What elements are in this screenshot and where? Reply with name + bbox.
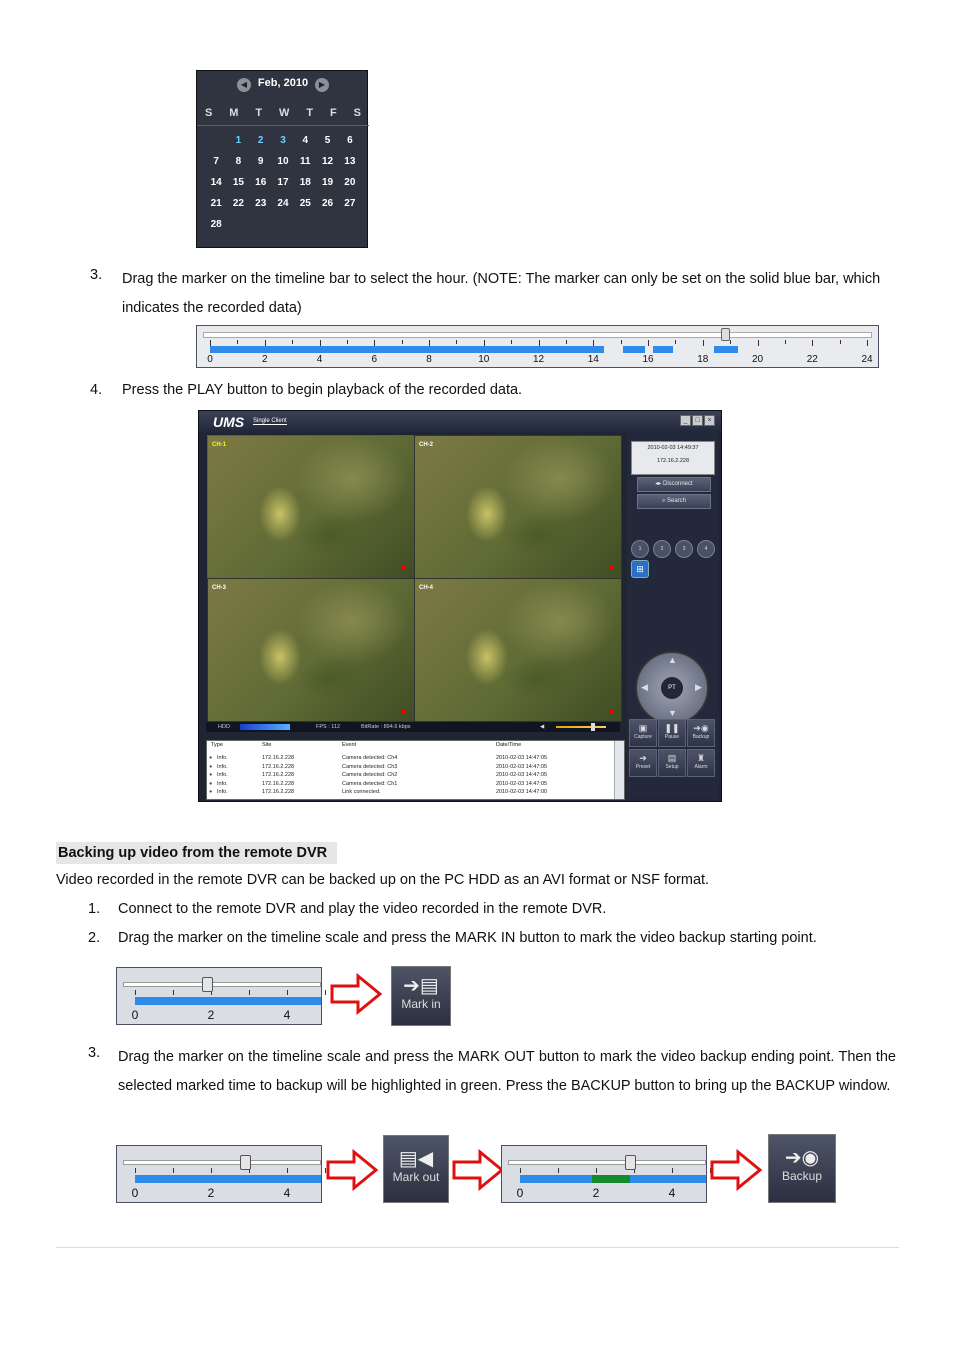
step-4-text: Press the PLAY button to begin playback of the recorded data. bbox=[122, 382, 523, 398]
timeline-label: 2 bbox=[207, 1008, 215, 1022]
minimize-icon[interactable]: _ bbox=[680, 415, 691, 426]
mini-timeline-mark-in[interactable] bbox=[116, 967, 322, 1025]
capture-label: Capture bbox=[634, 734, 652, 740]
recorded-segment bbox=[210, 346, 604, 353]
log-cell: 172.16.2.228 bbox=[262, 789, 295, 795]
calendar-day[interactable]: 5 bbox=[324, 135, 331, 146]
recorded-segment bbox=[135, 997, 321, 1005]
red-arrow-icon bbox=[452, 1148, 504, 1192]
log-cell: Info. bbox=[217, 789, 228, 795]
close-icon[interactable]: × bbox=[704, 415, 715, 426]
log-cell: Info. bbox=[217, 755, 228, 761]
timeline-marker[interactable] bbox=[625, 1155, 636, 1170]
calendar-day[interactable]: 13 bbox=[344, 156, 356, 167]
calendar-day[interactable]: 8 bbox=[235, 156, 242, 167]
capture-button[interactable] bbox=[629, 719, 657, 747]
timeline-tick bbox=[173, 990, 174, 995]
log-cell: Info. bbox=[217, 763, 228, 770]
timeline-label: 4 bbox=[316, 354, 323, 365]
calendar-day[interactable]: 4 bbox=[302, 135, 309, 146]
timeline-label: 4 bbox=[283, 1186, 291, 1200]
calendar-day[interactable]: 23 bbox=[255, 198, 267, 209]
timeline-tick bbox=[672, 1168, 673, 1173]
weekday-row bbox=[205, 107, 361, 119]
red-arrow-icon bbox=[330, 972, 382, 1016]
recorded-segment bbox=[623, 346, 645, 353]
pause-icon: ❚❚ bbox=[664, 723, 680, 733]
ums-logo: UMS bbox=[213, 414, 245, 430]
backup-icon: ➔◉ bbox=[693, 723, 709, 733]
chevron-right-icon[interactable]: ▶ bbox=[315, 78, 329, 92]
preset-button[interactable] bbox=[629, 749, 657, 777]
calendar-day[interactable]: 16 bbox=[255, 177, 267, 188]
red-arrow-icon bbox=[710, 1148, 762, 1192]
timeline-tick bbox=[237, 340, 238, 344]
camera-label: CH-2 bbox=[419, 442, 434, 448]
mark-out-icon: ▤◀ bbox=[398, 1148, 434, 1170]
timeline-tick bbox=[520, 1168, 521, 1173]
record-indicator-icon bbox=[609, 709, 613, 713]
weekday-label: S bbox=[205, 107, 213, 119]
timeline-tick bbox=[675, 340, 676, 344]
timeline-label: 0 bbox=[516, 1186, 524, 1200]
timeline-rail bbox=[123, 1160, 321, 1165]
camera-view-1[interactable] bbox=[207, 435, 415, 579]
calendar-day[interactable]: 19 bbox=[322, 177, 334, 188]
setup-button[interactable] bbox=[658, 749, 686, 777]
backup-icon: ➔◉ bbox=[784, 1147, 820, 1169]
speaker-icon[interactable]: ◀ bbox=[540, 724, 545, 730]
step-number: 1. bbox=[88, 901, 101, 917]
calendar-month: Feb, 2010 bbox=[257, 77, 309, 89]
timeline-tick bbox=[292, 340, 293, 344]
log-scrollbar[interactable] bbox=[614, 741, 624, 799]
timeline-tick bbox=[758, 340, 759, 346]
mark-out-label: Mark out bbox=[392, 1170, 440, 1184]
timeline-bar[interactable] bbox=[196, 325, 879, 368]
timeline-label: 18 bbox=[697, 354, 709, 365]
recorded-segment bbox=[714, 346, 739, 353]
calendar-day[interactable]: 11 bbox=[299, 156, 311, 167]
backup-label: Backup bbox=[692, 734, 710, 740]
calendar-days bbox=[205, 133, 361, 232]
timeline-rail bbox=[203, 332, 872, 338]
ums-window bbox=[198, 410, 722, 802]
step-3-text: Drag the marker on the timeline bar to select the hour. (NOTE: The marker can only be set on the solid blue bar, which indicates the recorded data) bbox=[122, 271, 881, 316]
timeline-label: 16 bbox=[642, 354, 654, 365]
recorded-segment bbox=[653, 346, 672, 353]
timeline-tick bbox=[867, 340, 868, 346]
backup-tool-button[interactable] bbox=[687, 719, 715, 747]
timeline-label: 4 bbox=[668, 1186, 676, 1200]
log-cell: Info. bbox=[217, 772, 228, 778]
alarm-icon: ♜ bbox=[696, 753, 706, 763]
alarm-button[interactable] bbox=[687, 749, 715, 777]
pt-button[interactable]: PT bbox=[661, 677, 683, 699]
camera-view-4[interactable] bbox=[414, 578, 622, 722]
preset-label: Preset bbox=[635, 764, 651, 770]
timeline-rail bbox=[508, 1160, 706, 1165]
log-cell: Camera detected: Ch2 bbox=[342, 772, 398, 778]
section-heading: Backing up video from the remote DVR bbox=[56, 842, 337, 864]
bitrate-readout: BitRate : 894.6 kbps bbox=[361, 724, 411, 730]
alarm-label: Alarm bbox=[694, 764, 708, 770]
calendar-day[interactable]: 24 bbox=[277, 198, 289, 209]
log-cell: Link connected. bbox=[342, 789, 381, 795]
mark-in-button[interactable] bbox=[391, 966, 451, 1026]
arrow-up-icon[interactable]: ▲ bbox=[668, 655, 677, 665]
record-indicator-icon bbox=[402, 566, 406, 570]
timeline-tick bbox=[173, 1168, 174, 1173]
arrow-down-icon[interactable]: ▼ bbox=[668, 708, 677, 718]
section-intro: Video recorded in the remote DVR can be backed up on the PC HDD as an AVI format or NSF format. bbox=[56, 872, 710, 888]
timeline-label: 10 bbox=[478, 354, 490, 365]
weekday-label: S bbox=[353, 107, 361, 119]
backup-button[interactable] bbox=[768, 1134, 836, 1203]
arrow-left-icon[interactable]: ◀ bbox=[641, 682, 648, 692]
info-icon: ● bbox=[209, 755, 213, 761]
timeline-rail bbox=[123, 982, 321, 987]
timeline-tick bbox=[211, 1168, 212, 1173]
timeline-label: 2 bbox=[207, 1186, 215, 1200]
channel-3-button[interactable]: 3 bbox=[675, 540, 693, 558]
divider bbox=[197, 125, 369, 126]
log-cell: Info. bbox=[217, 780, 228, 787]
info-icon: ● bbox=[209, 763, 213, 770]
info-icon: ● bbox=[209, 789, 213, 795]
timeline-tick bbox=[621, 340, 622, 344]
ums-logo-sub: Single Client bbox=[253, 418, 287, 424]
mark-in-label: Mark in bbox=[401, 997, 441, 1011]
camera-label: CH-4 bbox=[419, 585, 434, 591]
timeline-label: 12 bbox=[532, 354, 545, 365]
backup-label: Backup bbox=[781, 1169, 823, 1183]
calendar bbox=[196, 70, 368, 248]
info-icon: ● bbox=[209, 780, 213, 787]
event-log bbox=[206, 740, 625, 800]
weekday-label: T bbox=[306, 107, 314, 119]
setup-icon: ▤ bbox=[667, 753, 677, 763]
weekday-label: T bbox=[255, 107, 263, 119]
ptz-pad[interactable] bbox=[635, 651, 709, 725]
connection-info bbox=[631, 441, 715, 475]
quad-view-icon[interactable]: ⊞ bbox=[631, 560, 649, 578]
calendar-day[interactable]: 21 bbox=[210, 198, 222, 209]
volume-slider[interactable] bbox=[556, 726, 606, 728]
camera-label: CH-1 bbox=[212, 442, 227, 448]
timeline-tick bbox=[135, 990, 136, 995]
disconnect-button[interactable] bbox=[637, 477, 711, 492]
marked-segment bbox=[592, 1175, 630, 1183]
mini-timeline-mark-out[interactable] bbox=[116, 1145, 322, 1203]
step-text bbox=[122, 265, 900, 323]
step-number: 3. bbox=[88, 1045, 101, 1061]
preset-icon: ➔ bbox=[639, 753, 647, 763]
timeline-tick bbox=[558, 1168, 559, 1173]
mark-in-icon: ➔▤ bbox=[403, 975, 439, 997]
log-cell: 172.16.2.228 bbox=[262, 755, 295, 761]
pause-label: Pause bbox=[664, 734, 680, 740]
log-cell: 2010-02-03 14:47:00 bbox=[496, 789, 548, 795]
info-datetime: 2010-02-03 14:49:37 bbox=[647, 445, 699, 451]
calendar-day[interactable]: 2 bbox=[257, 135, 264, 146]
disconnect-icon: ◂▸ bbox=[655, 481, 663, 487]
calendar-day[interactable]: 6 bbox=[347, 135, 353, 146]
timeline-tick bbox=[566, 340, 567, 344]
log-cell: 2010-02-03 14:47:05 bbox=[496, 763, 548, 770]
log-cell: 2010-02-03 14:47:05 bbox=[496, 780, 548, 787]
log-cell: 2010-02-03 14:47:05 bbox=[496, 755, 548, 761]
timeline-label: 22 bbox=[806, 354, 818, 365]
calendar-day[interactable]: 1 bbox=[235, 135, 242, 146]
channel-1-button[interactable]: 1 bbox=[631, 540, 649, 558]
pause-button[interactable] bbox=[658, 719, 686, 747]
weekday-label: M bbox=[229, 107, 239, 119]
status-bar bbox=[206, 722, 620, 732]
backup-step-3-text: Drag the marker on the timeline scale and press the MARK OUT button to mark the video backup ending point. Then the selected marked time to backup will be highlighted in green. Press the BACKUP button to bring up the BACKUP window. bbox=[118, 1049, 896, 1094]
red-arrow-icon bbox=[326, 1148, 378, 1192]
calendar-day[interactable]: 12 bbox=[322, 156, 334, 167]
weekday-label: F bbox=[329, 107, 337, 119]
timeline-label: 20 bbox=[751, 354, 764, 365]
log-header: Site bbox=[262, 742, 272, 748]
search-icon: ⌕ bbox=[661, 498, 667, 504]
log-header: Event bbox=[342, 742, 357, 748]
title-bar bbox=[199, 411, 721, 433]
camera-view-2[interactable] bbox=[414, 435, 622, 579]
timeline-tick bbox=[785, 340, 786, 344]
disconnect-label: Disconnect bbox=[663, 481, 693, 487]
timeline-tick bbox=[648, 340, 649, 346]
log-cell: 172.16.2.228 bbox=[262, 780, 295, 787]
calendar-day[interactable]: 9 bbox=[257, 156, 264, 167]
calendar-day[interactable]: 17 bbox=[277, 177, 289, 188]
step-number: 2. bbox=[88, 930, 101, 946]
backup-step-1-text: Connect to the remote DVR and play the video recorded in the remote DVR. bbox=[118, 901, 607, 917]
log-cell: Camera detected: Ch1 bbox=[342, 780, 398, 787]
timeline-label: 0 bbox=[207, 354, 213, 365]
timeline-tick bbox=[287, 1168, 288, 1173]
log-cell: 172.16.2.228 bbox=[262, 763, 295, 770]
timeline-tick bbox=[703, 340, 704, 346]
footer-divider bbox=[56, 1247, 899, 1248]
info-ip: 172.16.2.228 bbox=[656, 458, 690, 464]
timeline-tick bbox=[511, 340, 512, 344]
search-button[interactable] bbox=[637, 494, 711, 509]
timeline-tick bbox=[347, 340, 348, 344]
info-icon: ● bbox=[209, 772, 213, 778]
timeline-tick bbox=[325, 990, 326, 995]
timeline-label: 2 bbox=[261, 354, 268, 365]
timeline-label: 0 bbox=[131, 1008, 139, 1022]
step-number: 4. bbox=[90, 382, 103, 398]
record-indicator-icon bbox=[609, 566, 613, 570]
empty-day bbox=[205, 133, 227, 148]
timeline-label: 4 bbox=[283, 1008, 291, 1022]
timeline-tick bbox=[596, 1168, 597, 1173]
hdd-label: HDD bbox=[218, 724, 230, 730]
setup-label: Setup bbox=[665, 764, 679, 770]
timeline-label: 14 bbox=[587, 354, 599, 365]
calendar-day[interactable]: 22 bbox=[232, 198, 244, 209]
log-cell: Camera detected: Ch4 bbox=[342, 755, 398, 761]
timeline-label: 0 bbox=[131, 1186, 139, 1200]
record-indicator-icon bbox=[402, 709, 406, 713]
calendar-day[interactable]: 20 bbox=[344, 177, 356, 188]
timeline-tick bbox=[287, 990, 288, 995]
timeline-label: 6 bbox=[371, 354, 378, 365]
log-header: Date/Time bbox=[496, 742, 522, 748]
calendar-day[interactable]: 28 bbox=[210, 219, 222, 230]
weekday-label: W bbox=[279, 107, 290, 119]
hdd-usage-bar bbox=[240, 724, 290, 730]
channel-2-button[interactable]: 2 bbox=[653, 540, 671, 558]
control-panel bbox=[627, 433, 719, 799]
timeline-tick bbox=[249, 990, 250, 995]
timeline-marker[interactable] bbox=[240, 1155, 251, 1170]
calendar-day[interactable]: 18 bbox=[299, 177, 311, 188]
channel-4-button[interactable]: 4 bbox=[697, 540, 715, 558]
calendar-day[interactable]: 7 bbox=[213, 156, 219, 167]
backup-step-2-text: Drag the marker on the timeline scale and press the MARK IN button to mark the video backup starting point. bbox=[118, 930, 817, 946]
timeline-tick bbox=[456, 340, 457, 344]
camera-icon: ▣ bbox=[638, 723, 648, 733]
calendar-day[interactable]: 27 bbox=[344, 198, 356, 209]
mini-timeline-marked[interactable] bbox=[501, 1145, 707, 1203]
volume-handle[interactable] bbox=[591, 723, 595, 731]
calendar-day[interactable]: 3 bbox=[280, 135, 286, 146]
calendar-day[interactable]: 10 bbox=[277, 156, 289, 167]
timeline-label: 8 bbox=[426, 354, 432, 365]
timeline-tick bbox=[812, 340, 813, 346]
mark-out-button[interactable] bbox=[383, 1135, 449, 1203]
calendar-day[interactable]: 15 bbox=[232, 177, 244, 188]
search-label: Search bbox=[667, 498, 687, 504]
timeline-label: 24 bbox=[861, 354, 873, 365]
camera-label: CH-3 bbox=[212, 585, 227, 591]
calendar-day[interactable]: 26 bbox=[322, 198, 334, 209]
log-cell: 2010-02-03 14:47:05 bbox=[496, 772, 548, 778]
log-header: Type bbox=[211, 742, 223, 748]
timeline-label: 2 bbox=[592, 1186, 600, 1200]
timeline-marker[interactable] bbox=[721, 328, 730, 341]
calendar-day[interactable]: 25 bbox=[299, 198, 311, 209]
timeline-tick bbox=[402, 340, 403, 344]
camera-view-3[interactable] bbox=[207, 578, 415, 722]
calendar-day[interactable]: 14 bbox=[210, 177, 222, 188]
timeline-tick bbox=[135, 1168, 136, 1173]
maximize-icon[interactable]: □ bbox=[692, 415, 703, 426]
timeline-tick bbox=[840, 340, 841, 344]
timeline-marker[interactable] bbox=[202, 977, 213, 992]
fps-readout: FPS : 112 bbox=[316, 724, 341, 730]
chevron-left-icon[interactable]: ◀ bbox=[237, 78, 251, 92]
log-cell: Camera detected: Ch3 bbox=[342, 763, 398, 770]
log-cell: 172.16.2.228 bbox=[262, 772, 295, 778]
arrow-right-icon[interactable]: ▶ bbox=[695, 682, 702, 692]
timeline-tick bbox=[730, 340, 731, 344]
step-number: 3. bbox=[90, 267, 103, 283]
recorded-segment bbox=[135, 1175, 321, 1183]
